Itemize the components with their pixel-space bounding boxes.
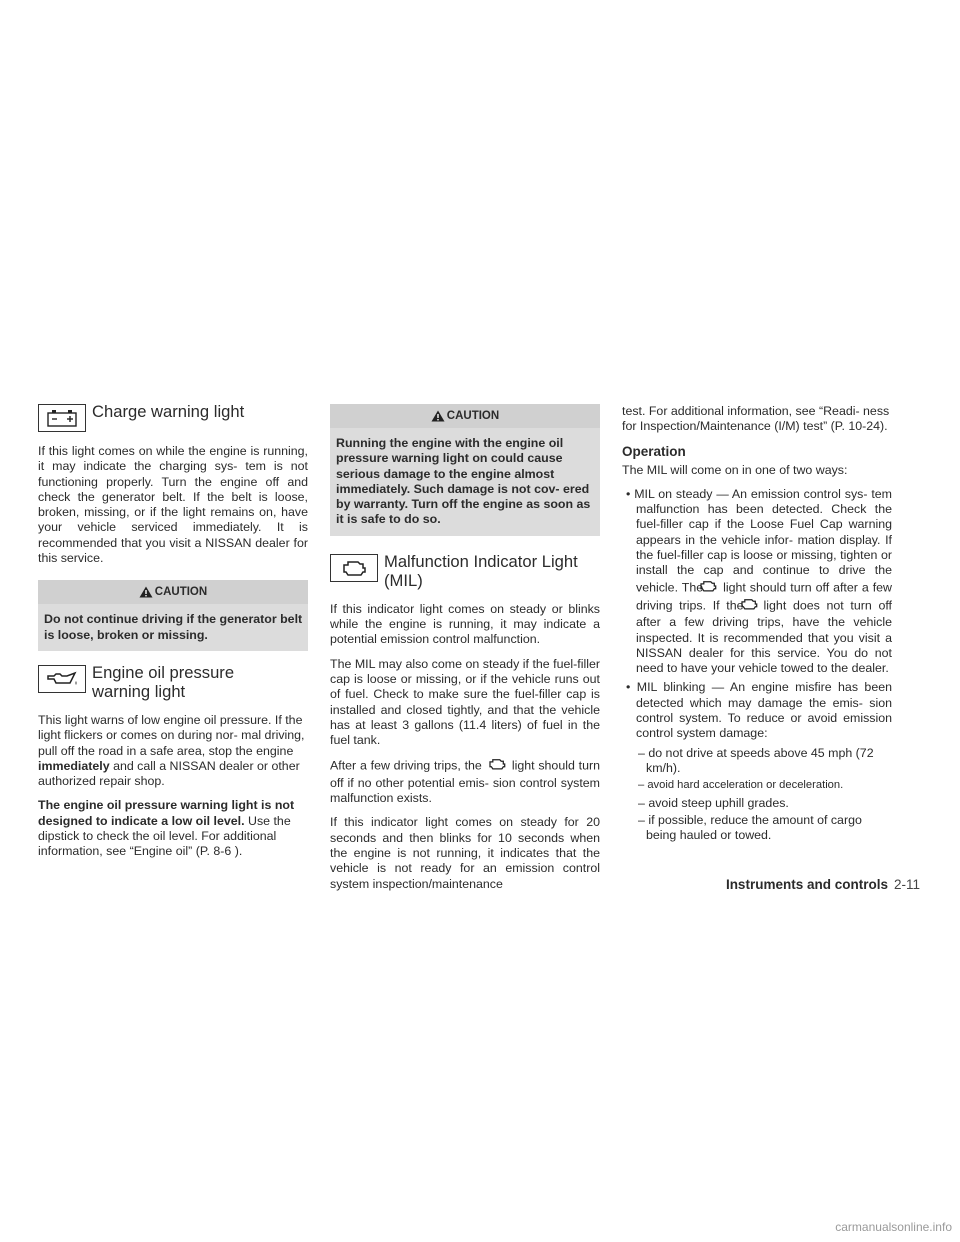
mil-p4: If this indicator light comes on steady for 20 seconds and then blinks for 10 seconds when the engine is not running, it indicates that the vehicle is not ready for an emission control system inspection/maintenance	[330, 815, 600, 891]
warning-triangle-icon	[139, 586, 153, 598]
page-number: 2-11	[893, 877, 920, 892]
page-footer	[726, 877, 920, 892]
oil-p1-text-end: and call a NISSAN dealer or other authorized repair shop.	[38, 758, 300, 789]
mil-title	[384, 552, 578, 590]
mil-p2: The MIL may also come on steady if the fuel-filler cap is loose or missing, or if the vehicle runs out of fuel. Check to make sure the fuel-filler cap is installed and closed tightly, and that the vehicle has at least 3 gallons (11.4 liters) of fuel in the fuel tank.	[330, 656, 600, 748]
sub-item-cargo: – if possible, reduce the amount of cargo being hauled or towed.	[638, 812, 862, 843]
readiness-text: test. For additional information, see “Readi- ness for Inspection/Maintenance (I/M) test” (P. 10-24).	[622, 404, 890, 434]
footer-section-title: Instruments and controls	[725, 877, 888, 892]
mil-p3-text-end: light should turn off if no other potential emis- sion control system malfunction exists.	[330, 758, 600, 806]
sub-item-acceleration: – avoid hard acceleration or deceleration.	[638, 779, 844, 792]
oil-title-line1: Engine oil pressure	[92, 662, 235, 682]
oil-p2-text: Use the dipstick to check the oil level. For additional information, see “Engine oil” (P. 8-6 ).	[38, 813, 291, 859]
oil-pressure-title	[92, 663, 234, 701]
charge-warning-body: If this light comes on while the engine is running, it may indicate the charging sys- tem is not functioning properly. Turn the engine off and check the generator belt. If the belt is loose, broken, missing, or if the light remains on, have your vehicle serviced immediately. It is recommended that you visit a NISSAN dealer for this service.	[38, 444, 308, 566]
operation-intro: The MIL will come on in one of two ways:	[622, 462, 848, 477]
caution-text: Running the engine with the engine oil pressure warning light on could cause serious damage to the engine almost immediately. Such damage is not cov- ered by warranty. Turn off the engine as soon as it is safe to do so.	[336, 436, 591, 527]
oil-p2-emphasis: The engine oil pressure warning light is not designed to indicate a low oil level.	[38, 798, 295, 828]
bullet-mil-steady	[622, 487, 892, 677]
mil-p1: If this indicator light comes on steady or blinks while the engine is running, it may indicate a potential emission control malfunction.	[330, 601, 600, 647]
caution-box-oil	[330, 404, 600, 536]
oil-p1-text: This light warns of low engine oil pressure. If the light flickers or comes on during nor- mal driving, pull off the road in a safe area, stop the engine	[38, 712, 305, 758]
engine-icon	[486, 757, 508, 775]
warning-triangle-icon	[431, 410, 445, 422]
caution-text: Do not continue driving if the generator belt is loose, broken or missing.	[44, 612, 303, 642]
column-3	[622, 404, 892, 845]
mil-p3-text: After a few driving trips, the	[330, 758, 482, 773]
column-1	[38, 400, 308, 869]
charge-warning-title: Charge warning light	[92, 402, 245, 421]
watermark: carmanualsonline.info	[835, 1220, 952, 1234]
operation-heading: Operation	[622, 443, 686, 459]
caution-label: CAUTION	[446, 410, 500, 422]
caution-header	[38, 580, 308, 604]
bullet-steady-text-end: light does not turn off after a few driving trips, have the vehicle inspected. It is recommended that you visit a NISSAN dealer for this service. You do not need to have your vehicle towed to the dealer.	[636, 598, 893, 676]
bullet-mil-blinking: • MIL blinking — An engine misfire has been detected which may damage the emis- sion control system. To reduce or avoid emission control system damage:	[626, 680, 892, 741]
oil-can-icon	[38, 665, 86, 693]
bullet-steady-text: • MIL on steady — An emission control sys- tem malfunction has been detected. Check the fuel-filler cap if the Loose Fuel Cap warning appears in the vehicle infor- mation display. If the fuel-filler cap is loose or missing, tighten or install the cap and continue to drive the vehicle. The	[626, 486, 892, 595]
engine-icon	[748, 597, 760, 615]
mil-heading	[330, 552, 600, 590]
battery-icon	[38, 404, 86, 432]
bullet-steady-text-mid: light should turn off after a few driving trips. If the	[636, 580, 892, 613]
caution-box-generator	[38, 580, 308, 651]
column-2	[330, 404, 600, 901]
oil-pressure-heading	[38, 663, 308, 701]
oil-pressure-note	[38, 798, 308, 859]
mil-title-line2: (MIL)	[384, 570, 423, 590]
sub-item-speed: – do not drive at speeds above 45 mph (72 km/h).	[638, 745, 874, 775]
oil-title-line2: warning light	[92, 681, 186, 701]
oil-p1-emphasis: immediately	[38, 758, 110, 773]
charge-warning-heading	[38, 402, 308, 432]
caution-header	[330, 404, 600, 428]
mil-title-line1: Malfunction Indicator Light	[384, 551, 578, 571]
engine-icon	[330, 554, 378, 582]
engine-icon	[707, 579, 719, 597]
caution-label: CAUTION	[154, 586, 208, 599]
oil-pressure-body	[38, 713, 308, 789]
sub-item-grades: – avoid steep uphill grades.	[638, 795, 789, 810]
mil-p3	[330, 757, 600, 806]
